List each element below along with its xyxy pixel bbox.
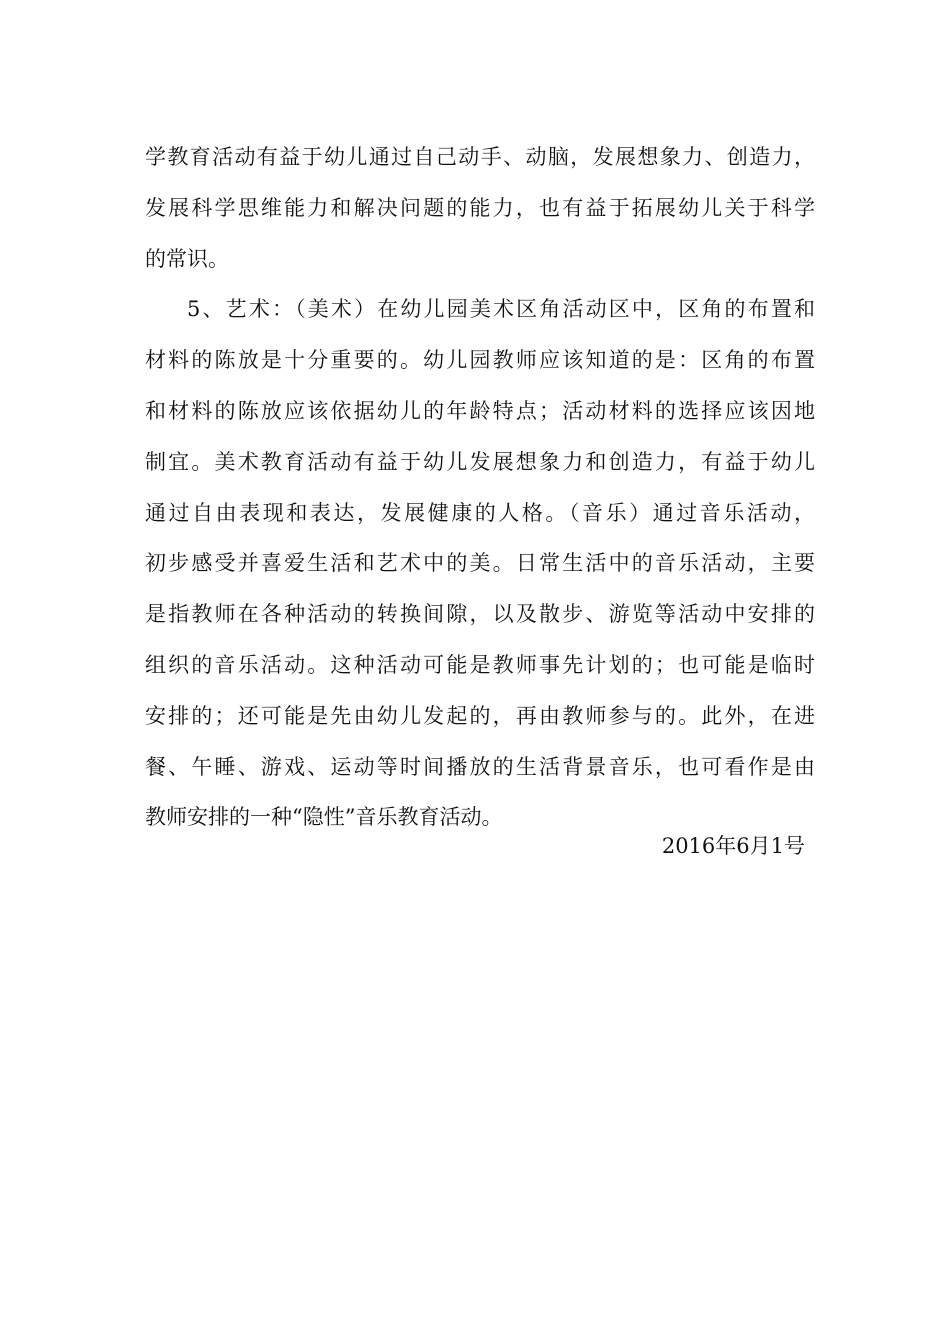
text-line: 发展科学思维能力和解决问题的能力，也有益于拓展幼儿关于科学 [145, 195, 815, 220]
paragraph-science [145, 132, 815, 284]
text-line: 组织的音乐活动。这种活动可能是教师事先计划的；也可能是临时 [145, 652, 815, 677]
text-line: 通过自由表现和表达，发展健康的人格。（音乐）通过音乐活动， [145, 500, 815, 525]
text-line: 初步感受并喜爱生活和艺术中的美。日常生活中的音乐活动，主要 [145, 551, 815, 576]
document-body [145, 132, 815, 843]
paragraph-art [145, 284, 815, 843]
text-line: 安排的；还可能是先由幼儿发起的，再由教师参与的。此外，在进 [145, 703, 815, 728]
text-line: 的常识。 [145, 246, 229, 271]
text-line: 教师安排的一种“隐性”音乐教育活动。 [145, 805, 503, 830]
text-line: 制宜。美术教育活动有益于幼儿发展想象力和创造力，有益于幼儿 [145, 449, 815, 474]
text-line: 材料的陈放是十分重要的。幼儿园教师应该知道的是：区角的布置 [145, 348, 815, 373]
document-date: 2016年6月1号 [661, 834, 805, 858]
text-line: 学教育活动有益于幼儿通过自己动手、动脑，发展想象力、创造力， [145, 145, 815, 169]
text-line: 和材料的陈放应该依据幼儿的年龄特点；活动材料的选择应该因地 [145, 398, 815, 423]
text-line: 是指教师在各种活动的转换间隙，以及散步、游览等活动中安排的 [145, 602, 815, 627]
text-line: 5、艺术：（美术）在幼儿园美术区角活动区中，区角的布置和 [187, 297, 815, 322]
text-line: 餐、午睡、游戏、运动等时间播放的生活背景音乐，也可看作是由 [145, 754, 815, 779]
